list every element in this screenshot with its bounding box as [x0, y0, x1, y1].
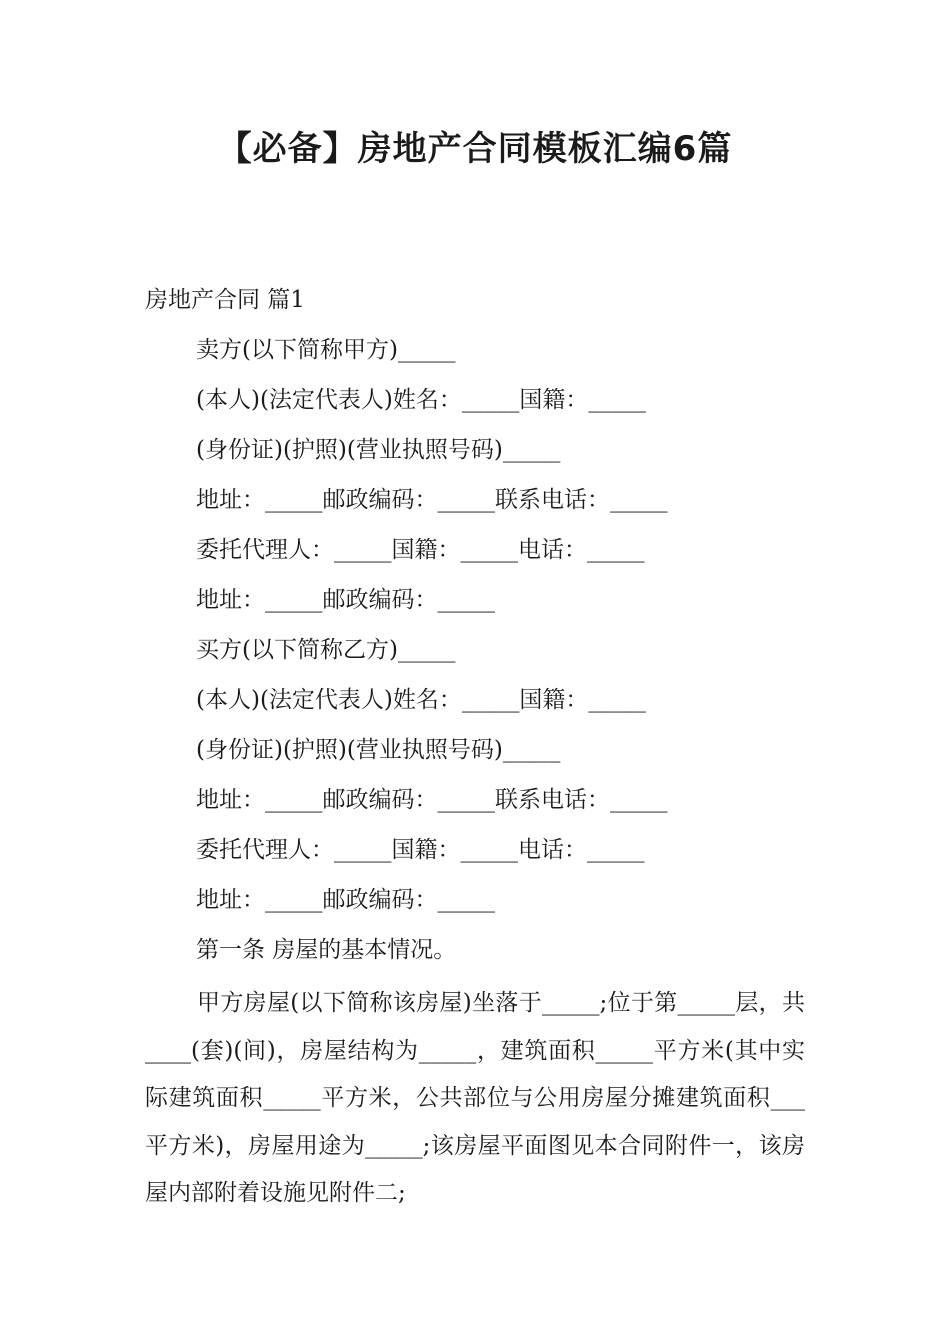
buyer-agent-address-line: 地址：_____邮政编码：_____ — [196, 887, 495, 913]
party-fields-list — [196, 332, 668, 982]
buyer-line: 买方(以下简称乙方)_____ — [196, 637, 456, 663]
seller-line: 卖方(以下简称甲方)_____ — [196, 337, 456, 363]
seller-address-line: 地址：_____邮政编码：_____联系电话：_____ — [196, 487, 668, 513]
section-heading: 房地产合同 篇1 — [145, 287, 305, 313]
buyer-address-line: 地址：_____邮政编码：_____联系电话：_____ — [196, 787, 668, 813]
document-title: 【必备】房地产合同模板汇编6篇 — [217, 129, 733, 169]
seller-agent-address-line: 地址：_____邮政编码：_____ — [196, 587, 495, 613]
seller-agent-line: 委托代理人：_____国籍：_____电话：_____ — [196, 537, 645, 563]
article-one-heading: 第一条 房屋的基本情况。 — [196, 937, 457, 963]
seller-name-nationality-line: (本人)(法定代表人)姓名：_____国籍：_____ — [196, 387, 646, 413]
seller-id-line: (身份证)(护照)(营业执照号码)_____ — [196, 437, 561, 463]
buyer-name-nationality-line: (本人)(法定代表人)姓名：_____国籍：_____ — [196, 687, 646, 713]
article-one-paragraph: 甲方房屋(以下简称该房屋)坐落于_____;位于第_____层，共____(套)(间)，房屋结构为_____，建筑面积_____平方米(其中实际建筑面积_____平方米，公共部位与公用房屋分摊建筑面积___平方米)，房屋用途为_____;该房屋平面图见本合同附件一，该房屋内部附着设施见附件二; — [145, 990, 805, 1206]
buyer-agent-line: 委托代理人：_____国籍：_____电话：_____ — [196, 837, 645, 863]
buyer-id-line: (身份证)(护照)(营业执照号码)_____ — [196, 737, 561, 763]
